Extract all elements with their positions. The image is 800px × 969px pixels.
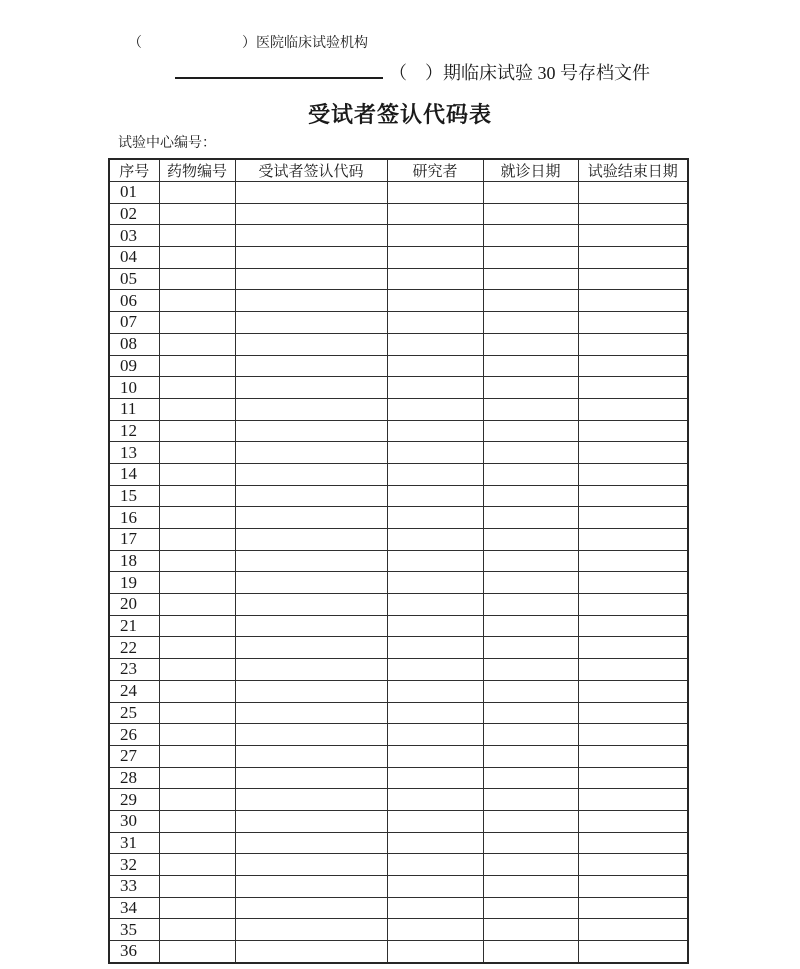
investigator-cell [387, 507, 483, 529]
investigator-cell [387, 485, 483, 507]
subject-code-cell [235, 485, 387, 507]
institution-open-paren: （ [128, 36, 142, 51]
visit-date-cell [483, 529, 578, 551]
subject-code-cell [235, 442, 387, 464]
visit-date-cell [483, 876, 578, 898]
visit-date-cell [483, 919, 578, 941]
visit-date-cell [483, 702, 578, 724]
table-row [109, 485, 688, 507]
subject-code-cell [235, 312, 387, 334]
subject-code-cell [235, 941, 387, 963]
row-number-cell: 07 [109, 312, 159, 334]
investigator-cell [387, 290, 483, 312]
drug-number-cell [159, 745, 235, 767]
row-number-cell: 11 [109, 398, 159, 420]
table-row [109, 507, 688, 529]
trial-end-date-cell [578, 355, 688, 377]
trial-end-date-cell [578, 789, 688, 811]
trial-end-date-cell [578, 182, 688, 204]
drug-number-cell [159, 897, 235, 919]
table-row [109, 897, 688, 919]
row-number-cell: 28 [109, 767, 159, 789]
subject-code-cell [235, 702, 387, 724]
subject-code-cell [235, 290, 387, 312]
trial-end-date-cell [578, 333, 688, 355]
row-number-cell: 22 [109, 637, 159, 659]
visit-date-cell [483, 659, 578, 681]
trial-end-date-cell [578, 550, 688, 572]
investigator-cell [387, 312, 483, 334]
visit-date-cell [483, 854, 578, 876]
investigator-cell [387, 333, 483, 355]
table-row [109, 854, 688, 876]
row-number-cell: 26 [109, 724, 159, 746]
drug-number-cell [159, 550, 235, 572]
trial-end-date-cell [578, 876, 688, 898]
drug-number-cell [159, 919, 235, 941]
investigator-cell [387, 789, 483, 811]
row-number-cell: 16 [109, 507, 159, 529]
table-row [109, 333, 688, 355]
subject-code-cell [235, 594, 387, 616]
visit-date-cell [483, 615, 578, 637]
investigator-cell [387, 529, 483, 551]
subject-code-cell [235, 355, 387, 377]
drug-number-cell [159, 485, 235, 507]
visit-date-cell [483, 355, 578, 377]
row-number-cell: 21 [109, 615, 159, 637]
drug-number-cell [159, 724, 235, 746]
drug-number-cell [159, 290, 235, 312]
drug-number-cell [159, 832, 235, 854]
table-row [109, 702, 688, 724]
trial-end-date-cell [578, 680, 688, 702]
table-body [109, 182, 688, 963]
row-number-cell: 06 [109, 290, 159, 312]
trial-end-date-cell [578, 377, 688, 399]
row-number-cell: 18 [109, 550, 159, 572]
row-number-cell: 20 [109, 594, 159, 616]
trial-end-date-cell [578, 637, 688, 659]
investigator-cell [387, 767, 483, 789]
investigator-cell [387, 182, 483, 204]
investigator-cell [387, 268, 483, 290]
investigator-cell [387, 442, 483, 464]
drug-number-cell [159, 594, 235, 616]
visit-date-cell [483, 897, 578, 919]
table-row [109, 377, 688, 399]
trial-end-date-cell [578, 203, 688, 225]
visit-date-cell [483, 333, 578, 355]
row-number-cell: 29 [109, 789, 159, 811]
column-header: 试验结束日期 [578, 159, 688, 182]
table-row [109, 745, 688, 767]
trial-end-date-cell [578, 420, 688, 442]
row-number-cell: 31 [109, 832, 159, 854]
subject-code-cell [235, 897, 387, 919]
subject-code-cell [235, 637, 387, 659]
visit-date-cell [483, 203, 578, 225]
row-number-cell: 03 [109, 225, 159, 247]
investigator-cell [387, 225, 483, 247]
drug-number-cell [159, 767, 235, 789]
table-row [109, 659, 688, 681]
subject-code-cell [235, 832, 387, 854]
trial-end-date-cell [578, 767, 688, 789]
table-row [109, 225, 688, 247]
investigator-cell [387, 745, 483, 767]
trial-center-number-label: 试验中心编号： [118, 136, 216, 151]
row-number-cell: 14 [109, 463, 159, 485]
visit-date-cell [483, 420, 578, 442]
drug-number-cell [159, 529, 235, 551]
subject-code-cell [235, 333, 387, 355]
investigator-cell [387, 247, 483, 269]
drug-number-cell [159, 225, 235, 247]
trial-end-date-cell [578, 919, 688, 941]
subject-code-cell [235, 377, 387, 399]
investigator-cell [387, 919, 483, 941]
subject-code-cell [235, 919, 387, 941]
visit-date-cell [483, 941, 578, 963]
table-row [109, 420, 688, 442]
row-number-cell: 09 [109, 355, 159, 377]
visit-date-cell [483, 442, 578, 464]
table-row [109, 724, 688, 746]
trial-end-date-cell [578, 724, 688, 746]
trial-end-date-cell [578, 507, 688, 529]
subject-code-cell [235, 659, 387, 681]
table-row [109, 182, 688, 204]
visit-date-cell [483, 767, 578, 789]
table-row [109, 637, 688, 659]
visit-date-cell [483, 225, 578, 247]
investigator-cell [387, 637, 483, 659]
visit-date-cell [483, 398, 578, 420]
table-row [109, 290, 688, 312]
subject-code-cell [235, 529, 387, 551]
table-row [109, 767, 688, 789]
investigator-cell [387, 463, 483, 485]
archive-file-text: （ ）期临床试验 30 号存档文件 [389, 63, 650, 83]
investigator-cell [387, 203, 483, 225]
drug-number-cell [159, 680, 235, 702]
visit-date-cell [483, 789, 578, 811]
trial-end-date-cell [578, 529, 688, 551]
drug-number-cell [159, 876, 235, 898]
trial-end-date-cell [578, 594, 688, 616]
drug-number-cell [159, 615, 235, 637]
column-header: 研究者 [387, 159, 483, 182]
drug-number-cell [159, 398, 235, 420]
subject-code-cell [235, 225, 387, 247]
trial-end-date-cell [578, 463, 688, 485]
subject-code-cell [235, 724, 387, 746]
trial-end-date-cell [578, 810, 688, 832]
investigator-cell [387, 594, 483, 616]
row-number-cell: 34 [109, 897, 159, 919]
trial-end-date-cell [578, 941, 688, 963]
subject-code-cell [235, 572, 387, 594]
table-row [109, 247, 688, 269]
trial-end-date-cell [578, 290, 688, 312]
row-number-cell: 08 [109, 333, 159, 355]
subject-code-cell [235, 463, 387, 485]
investigator-cell [387, 941, 483, 963]
drug-number-cell [159, 333, 235, 355]
trial-end-date-cell [578, 659, 688, 681]
column-header: 受试者签认代码 [235, 159, 387, 182]
visit-date-cell [483, 485, 578, 507]
visit-date-cell [483, 290, 578, 312]
table-row [109, 941, 688, 963]
row-number-cell: 23 [109, 659, 159, 681]
subject-code-cell [235, 268, 387, 290]
column-header: 药物编号 [159, 159, 235, 182]
table-row [109, 572, 688, 594]
trial-end-date-cell [578, 312, 688, 334]
subject-code-cell [235, 876, 387, 898]
drug-number-cell [159, 659, 235, 681]
trial-end-date-cell [578, 832, 688, 854]
table-row [109, 442, 688, 464]
table-row [109, 876, 688, 898]
row-number-cell: 24 [109, 680, 159, 702]
trial-end-date-cell [578, 897, 688, 919]
row-number-cell: 02 [109, 203, 159, 225]
visit-date-cell [483, 182, 578, 204]
subject-code-cell [235, 810, 387, 832]
investigator-cell [387, 550, 483, 572]
table-row [109, 355, 688, 377]
row-number-cell: 36 [109, 941, 159, 963]
visit-date-cell [483, 550, 578, 572]
row-number-cell: 12 [109, 420, 159, 442]
subject-code-cell [235, 854, 387, 876]
drug-number-cell [159, 312, 235, 334]
trial-end-date-cell [578, 247, 688, 269]
drug-number-cell [159, 463, 235, 485]
investigator-cell [387, 572, 483, 594]
table-row [109, 203, 688, 225]
row-number-cell: 32 [109, 854, 159, 876]
subject-code-cell [235, 203, 387, 225]
table-row [109, 529, 688, 551]
drug-number-cell [159, 377, 235, 399]
drug-number-cell [159, 637, 235, 659]
drug-number-cell [159, 702, 235, 724]
visit-date-cell [483, 832, 578, 854]
trial-end-date-cell [578, 745, 688, 767]
table-row [109, 268, 688, 290]
subject-code-cell [235, 420, 387, 442]
archive-file-line [175, 62, 650, 84]
row-number-cell: 10 [109, 377, 159, 399]
subject-code-cell [235, 680, 387, 702]
table-row [109, 810, 688, 832]
investigator-cell [387, 420, 483, 442]
subject-code-cell [235, 507, 387, 529]
visit-date-cell [483, 810, 578, 832]
drug-number-cell [159, 182, 235, 204]
investigator-cell [387, 680, 483, 702]
subject-code-cell [235, 615, 387, 637]
visit-date-cell [483, 463, 578, 485]
trial-end-date-cell [578, 268, 688, 290]
investigator-cell [387, 355, 483, 377]
drug-number-cell [159, 572, 235, 594]
investigator-cell [387, 810, 483, 832]
visit-date-cell [483, 572, 578, 594]
visit-date-cell [483, 637, 578, 659]
row-number-cell: 15 [109, 485, 159, 507]
drug-number-cell [159, 203, 235, 225]
row-number-cell: 19 [109, 572, 159, 594]
visit-date-cell [483, 594, 578, 616]
drug-number-cell [159, 268, 235, 290]
visit-date-cell [483, 680, 578, 702]
subject-code-cell [235, 767, 387, 789]
drug-number-cell [159, 247, 235, 269]
table-row [109, 312, 688, 334]
trial-end-date-cell [578, 398, 688, 420]
column-header: 就诊日期 [483, 159, 578, 182]
visit-date-cell [483, 745, 578, 767]
investigator-cell [387, 615, 483, 637]
row-number-cell: 30 [109, 810, 159, 832]
investigator-cell [387, 702, 483, 724]
table-header-row [109, 159, 688, 182]
row-number-cell: 25 [109, 702, 159, 724]
drug-number-cell [159, 420, 235, 442]
visit-date-cell [483, 724, 578, 746]
trial-end-date-cell [578, 572, 688, 594]
drug-number-cell [159, 355, 235, 377]
row-number-cell: 13 [109, 442, 159, 464]
investigator-cell [387, 377, 483, 399]
trial-end-date-cell [578, 442, 688, 464]
visit-date-cell [483, 247, 578, 269]
drug-number-cell [159, 507, 235, 529]
table-row [109, 398, 688, 420]
investigator-cell [387, 876, 483, 898]
trial-end-date-cell [578, 854, 688, 876]
investigator-cell [387, 832, 483, 854]
table-row [109, 789, 688, 811]
subject-code-cell [235, 247, 387, 269]
trial-end-date-cell [578, 485, 688, 507]
institution-text: ）医院临床试验机构 [242, 36, 368, 51]
row-number-cell: 35 [109, 919, 159, 941]
table-row [109, 615, 688, 637]
drug-number-cell [159, 854, 235, 876]
drug-number-cell [159, 789, 235, 811]
row-number-cell: 04 [109, 247, 159, 269]
investigator-cell [387, 897, 483, 919]
table-row [109, 594, 688, 616]
visit-date-cell [483, 507, 578, 529]
table-row [109, 550, 688, 572]
trial-name-blank-line [175, 77, 383, 79]
row-number-cell: 01 [109, 182, 159, 204]
table-row [109, 680, 688, 702]
subject-code-table [108, 158, 689, 964]
drug-number-cell [159, 442, 235, 464]
visit-date-cell [483, 377, 578, 399]
table-row [109, 832, 688, 854]
row-number-cell: 05 [109, 268, 159, 290]
trial-end-date-cell [578, 615, 688, 637]
subject-code-cell [235, 789, 387, 811]
table-row [109, 919, 688, 941]
trial-end-date-cell [578, 225, 688, 247]
row-number-cell: 27 [109, 745, 159, 767]
table-row [109, 463, 688, 485]
trial-end-date-cell [578, 702, 688, 724]
investigator-cell [387, 724, 483, 746]
subject-code-cell [235, 398, 387, 420]
investigator-cell [387, 854, 483, 876]
visit-date-cell [483, 268, 578, 290]
investigator-cell [387, 398, 483, 420]
subject-code-cell [235, 550, 387, 572]
institution-line [128, 36, 368, 51]
row-number-cell: 17 [109, 529, 159, 551]
row-number-cell: 33 [109, 876, 159, 898]
drug-number-cell [159, 810, 235, 832]
column-header: 序号 [109, 159, 159, 182]
subject-code-cell [235, 745, 387, 767]
page-title: 受试者签认代码表 [307, 102, 492, 127]
visit-date-cell [483, 312, 578, 334]
drug-number-cell [159, 941, 235, 963]
investigator-cell [387, 659, 483, 681]
subject-code-cell [235, 182, 387, 204]
